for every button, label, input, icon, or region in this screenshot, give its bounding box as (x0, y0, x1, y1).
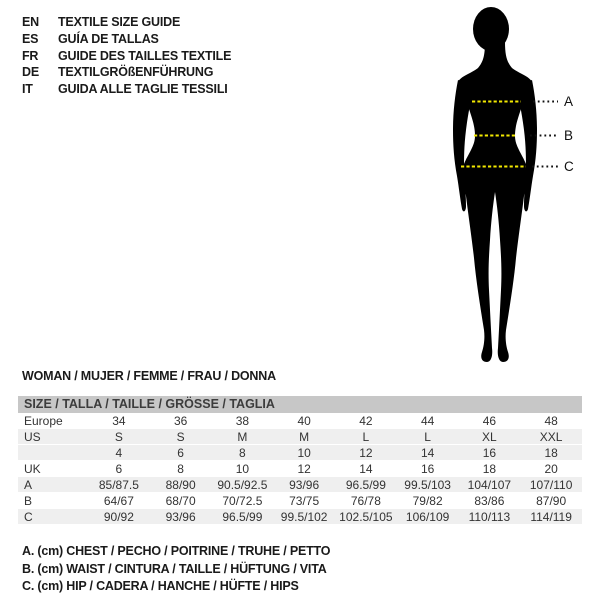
table-cell: XL (482, 430, 497, 444)
table-cell: M (237, 430, 248, 444)
size-table-header: SIZE / TALLA / TAILLE / GRÖSSE / TAGLIA (18, 396, 582, 413)
table-cell: 8 (239, 446, 246, 460)
table-cell: 107/110 (529, 478, 573, 492)
language-guide-title: GUIDE DES TAILLES TEXTILE (58, 48, 232, 63)
table-cell: 42 (359, 414, 373, 428)
legend-line: A. (cm) CHEST / PECHO / POITRINE / TRUHE / PETTO (22, 544, 331, 558)
language-guide-title: GUIDA ALLE TAGLIE TESSILI (58, 82, 228, 97)
table-cell: 90.5/92.5 (217, 478, 268, 492)
language-row (22, 81, 231, 98)
table-cell: 88/90 (165, 478, 196, 492)
table-cell: 16 (420, 462, 435, 476)
table-cell: 68/70 (165, 494, 196, 508)
table-row (18, 413, 582, 429)
table-cell: 10 (235, 462, 250, 476)
language-row (22, 64, 231, 81)
language-code: FR (22, 48, 39, 63)
table-cell: 73/75 (289, 494, 320, 508)
table-row-label: Europe (24, 414, 63, 428)
language-code: EN (22, 15, 39, 29)
table-cell: 18 (482, 462, 497, 476)
table-cell: 106/109 (405, 510, 450, 524)
table-cell: S (114, 430, 123, 444)
table-cell: 40 (297, 414, 311, 428)
table-cell: 96.5/99 (222, 510, 263, 524)
language-row (22, 14, 231, 31)
table-row (18, 461, 582, 477)
table-cell: 83/86 (474, 494, 505, 508)
table-cell: 12 (297, 462, 311, 476)
language-guide-title: TEXTILE SIZE GUIDE (58, 15, 181, 29)
table-cell: 70/72.5 (222, 494, 263, 508)
table-cell: 12 (359, 446, 373, 460)
table-row-label (18, 445, 88, 460)
table-row-label: A (24, 478, 33, 492)
table-cell: 8 (177, 462, 184, 476)
woman-silhouette-figure (430, 0, 600, 380)
table-cell: 99.5/102 (280, 510, 328, 524)
table-cell: S (176, 430, 185, 444)
legend-line: C. (cm) HIP / CADERA / HANCHE / HÜFTE / HIPS (22, 579, 299, 593)
table-cell: 110/113 (468, 510, 511, 524)
table-row (18, 429, 582, 445)
table-cell: 76/78 (350, 494, 381, 508)
table-cell: 104/107 (467, 478, 512, 492)
language-guide-title: TEXTILGRÖßENFÜHRUNG (58, 65, 214, 80)
table-cell: 96.5/99 (345, 478, 386, 492)
table-cell: L (424, 430, 431, 444)
table-cell: 16 (482, 446, 497, 460)
table-cell: 36 (173, 414, 188, 428)
table-cell: L (362, 430, 370, 444)
language-title-list (22, 14, 231, 98)
table-cell: 18 (544, 446, 558, 460)
table-cell: 102.5/105 (339, 510, 393, 524)
table-row (18, 445, 582, 461)
table-cell: 14 (359, 462, 373, 476)
language-code: ES (22, 31, 39, 46)
size-table-body (18, 413, 582, 525)
language-code: IT (22, 82, 33, 97)
table-row (18, 493, 582, 509)
table-cell: 93/96 (289, 478, 320, 492)
table-row (18, 509, 582, 525)
table-cell: 114/119 (530, 510, 572, 524)
table-cell: 85/87.5 (98, 478, 139, 492)
language-row (22, 31, 231, 48)
table-cell: 90/92 (103, 510, 134, 524)
table-row-label: US (24, 430, 41, 444)
table-cell: 20 (544, 462, 558, 476)
table-cell: 10 (297, 446, 311, 460)
language-row (22, 48, 231, 65)
table-row-label: C (24, 510, 33, 524)
legend-line: B. (cm) WAIST / CINTURA / TAILLE / HÜFTUNG / VITA (22, 561, 327, 576)
table-cell: XXL (539, 430, 563, 444)
marker-letter-chest: A (564, 94, 574, 109)
table-cell: 48 (544, 414, 558, 428)
size-table (18, 396, 582, 525)
table-cell: 93/96 (165, 510, 196, 524)
table-cell: 6 (115, 462, 123, 476)
table-row (18, 477, 582, 493)
language-guide-title: GUÍA DE TALLAS (58, 31, 159, 46)
measurement-legend (22, 543, 330, 596)
table-cell: 87/90 (536, 494, 567, 508)
table-row-label: B (24, 494, 33, 508)
language-code: DE (22, 65, 39, 80)
table-cell: 38 (235, 414, 250, 428)
table-cell: 99.5/103 (404, 478, 451, 492)
table-cell: 44 (420, 414, 435, 428)
table-cell: 46 (482, 414, 497, 428)
woman-silhouette-svg (430, 0, 600, 380)
table-cell: M (299, 430, 310, 444)
table-cell: 6 (177, 446, 184, 460)
table-row-label: UK (24, 462, 41, 476)
table-cell: 14 (420, 446, 435, 460)
category-heading: WOMAN / MUJER / FEMME / FRAU / DONNA (22, 369, 276, 383)
marker-letter-waist: B (564, 128, 574, 143)
table-cell: 64/67 (103, 494, 134, 508)
table-cell: 4 (115, 446, 123, 460)
table-cell: 79/82 (412, 494, 443, 508)
table-cell: 34 (112, 414, 126, 428)
marker-letter-hip: C (564, 159, 574, 174)
